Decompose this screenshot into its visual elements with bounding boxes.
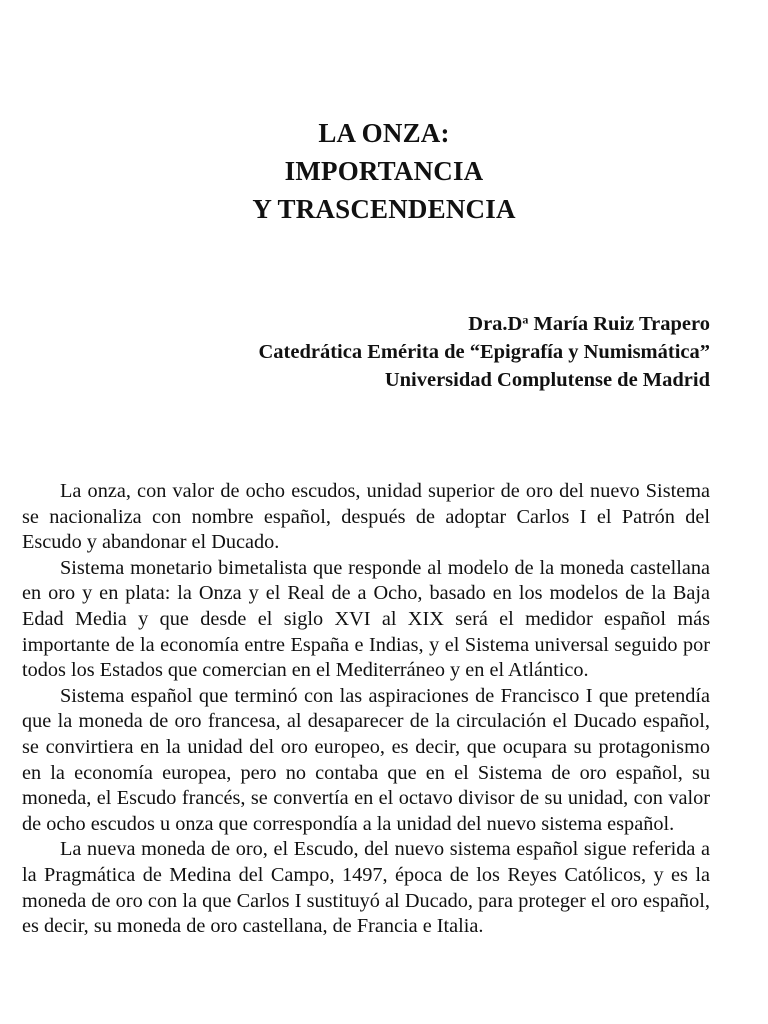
title-line-1: LA ONZA: (318, 118, 450, 148)
author-name-prefix: Dra.D (468, 313, 523, 335)
paragraph-1: La onza, con valor de ocho escudos, unidad superior de oro del nuevo Sistema se nacionaliza con nombre español, después de adoptar Carlos I el Patrón del Escudo y abandonar el Ducado. (22, 480, 710, 554)
author-name-superscript: a (522, 312, 529, 327)
author-position: Catedrática Emérita de “Epigrafía y Numismática” (258, 341, 710, 363)
article-title (0, 114, 768, 228)
paragraph-3: Sistema español que terminó con las aspiraciones de Francisco I que pretendía que la moneda de oro francesa, al desaparecer de la circulación el Ducado español, se convirtiera en la unidad del oro europeo, es decir, que ocupara su protagonismo en la economía europea, pero no contaba que en el Sistema de oro español, su moneda, el Escudo francés, se convertía en el octavo divisor de su unidad, con valor de ocho escudos u onza que correspondía a la unidad del nuevo sistema español. (22, 684, 710, 835)
title-line-3: Y TRASCENDENCIA (252, 194, 516, 224)
article-body (22, 479, 710, 940)
author-institution: Universidad Complutense de Madrid (384, 369, 710, 391)
paragraph-2: Sistema monetario bimetalista que responde al modelo de la moneda castellana en oro y en plata: la Onza y el Real de a Ocho, basado en los modelos de la Baja Edad Media y que desde el siglo XVI al XIX será el medidor español más importante de la economía entre España e Indias, y el Sistema universal seguido por todos los Estados que comercian en el Mediterráneo y en el Atlántico. (22, 556, 710, 682)
author-name-rest: María Ruiz Trapero (528, 313, 710, 335)
author-block (70, 310, 710, 394)
paragraph-4: La nueva moneda de oro, el Escudo, del nuevo sistema español sigue referida a la Pragmática de Medina del Campo, 1497, época de los Reyes Católicos, y es la moneda de oro con la que Carlos I sustituyó al Ducado, para proteger el oro español, es decir, su moneda de oro castellana, de Francia e Italia. (22, 838, 710, 938)
title-line-2: IMPORTANCIA (284, 156, 484, 186)
author-name (70, 310, 710, 338)
